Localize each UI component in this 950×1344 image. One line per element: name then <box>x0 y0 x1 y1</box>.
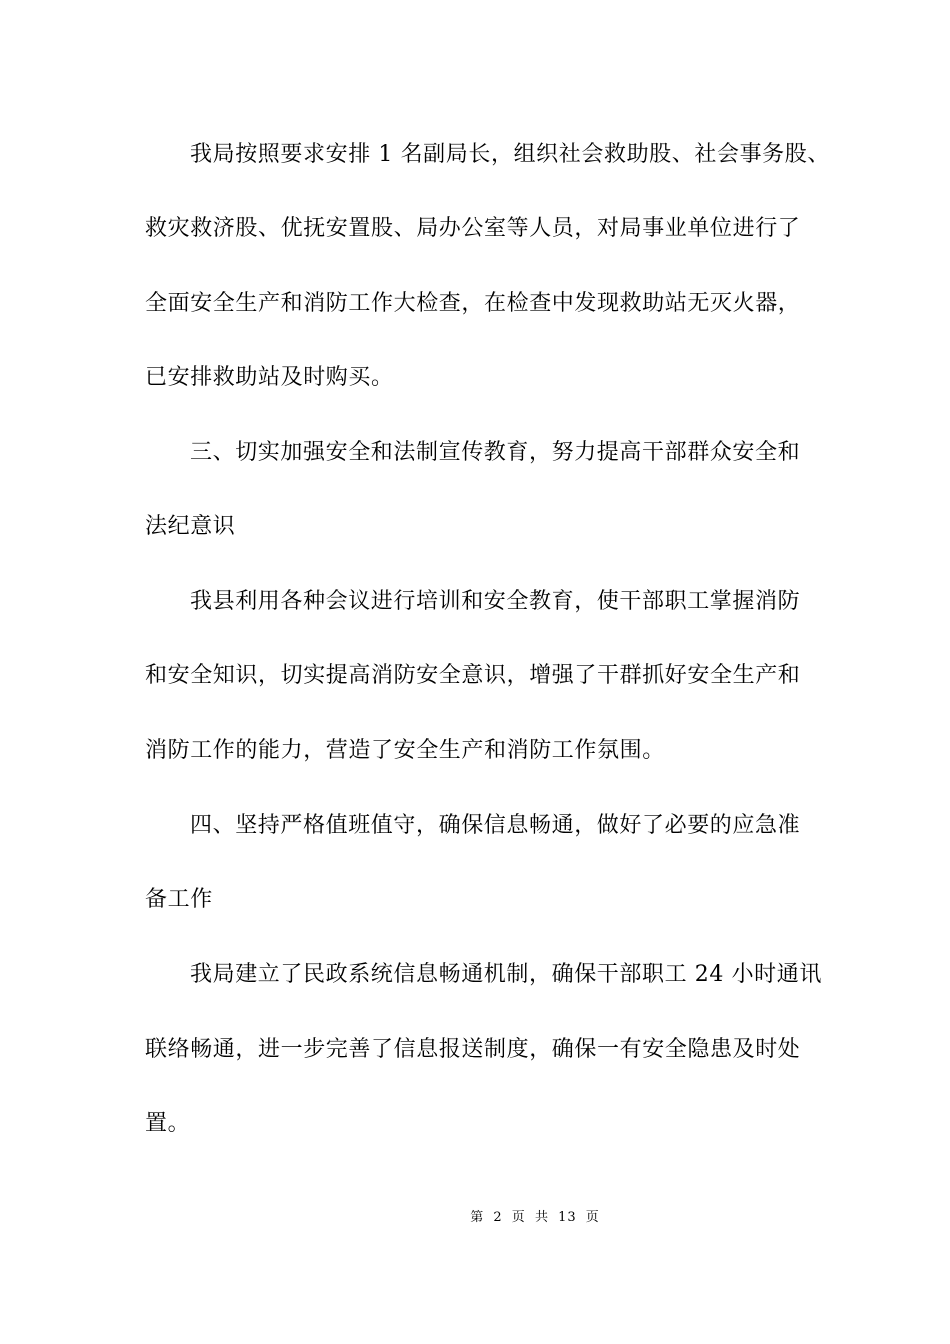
section-4-heading-line-2: 备工作 <box>145 887 213 912</box>
footer-total-pages: 13 <box>558 1210 577 1225</box>
paragraph-1-line-4: 已安排救助站及时购买。 <box>145 365 394 390</box>
paragraph-1-line-2: 救灾救济股、优抚安置股、局办公室等人员，对局事业单位进行了 <box>145 216 801 241</box>
paragraph-3-line-1: 我局建立了民政系统信息畅通机制，确保干部职工 24 小时通讯 <box>190 962 822 987</box>
section-3-heading-line-2: 法纪意识 <box>145 514 236 539</box>
footer-prefix: 第 <box>470 1210 485 1225</box>
footer-page-word: 页 <box>511 1210 526 1225</box>
paragraph-2-line-2: 和安全知识，切实提高消防安全意识，增强了干群抓好安全生产和 <box>145 663 801 688</box>
page-footer <box>0 1208 950 1228</box>
paragraph-1-line-3: 全面安全生产和消防工作大检查，在检查中发现救助站无灭火器， <box>145 291 801 316</box>
footer-suffix: 页 <box>585 1210 600 1225</box>
paragraph-2-line-1: 我县利用各种会议进行培训和安全教育，使干部职工掌握消防 <box>190 589 801 614</box>
paragraph-1-line-1: 我局按照要求安排 1 名副局长，组织社会救助股、社会事务股、 <box>190 142 830 167</box>
footer-total-word: 共 <box>534 1210 549 1225</box>
paragraph-3-line-2: 联络畅通，进一步完善了信息报送制度，确保一有安全隐患及时处 <box>145 1037 801 1062</box>
paragraph-2-line-3: 消防工作的能力，营造了安全生产和消防工作氛围。 <box>145 738 665 763</box>
paragraph-3-line-3: 置。 <box>145 1111 191 1136</box>
section-4-heading-line-1: 四、坚持严格值班值守，确保信息畅通，做好了必要的应急准 <box>190 813 801 838</box>
footer-current-page: 2 <box>493 1210 503 1225</box>
section-3-heading-line-1: 三、切实加强安全和法制宣传教育，努力提高干部群众安全和 <box>190 440 801 465</box>
